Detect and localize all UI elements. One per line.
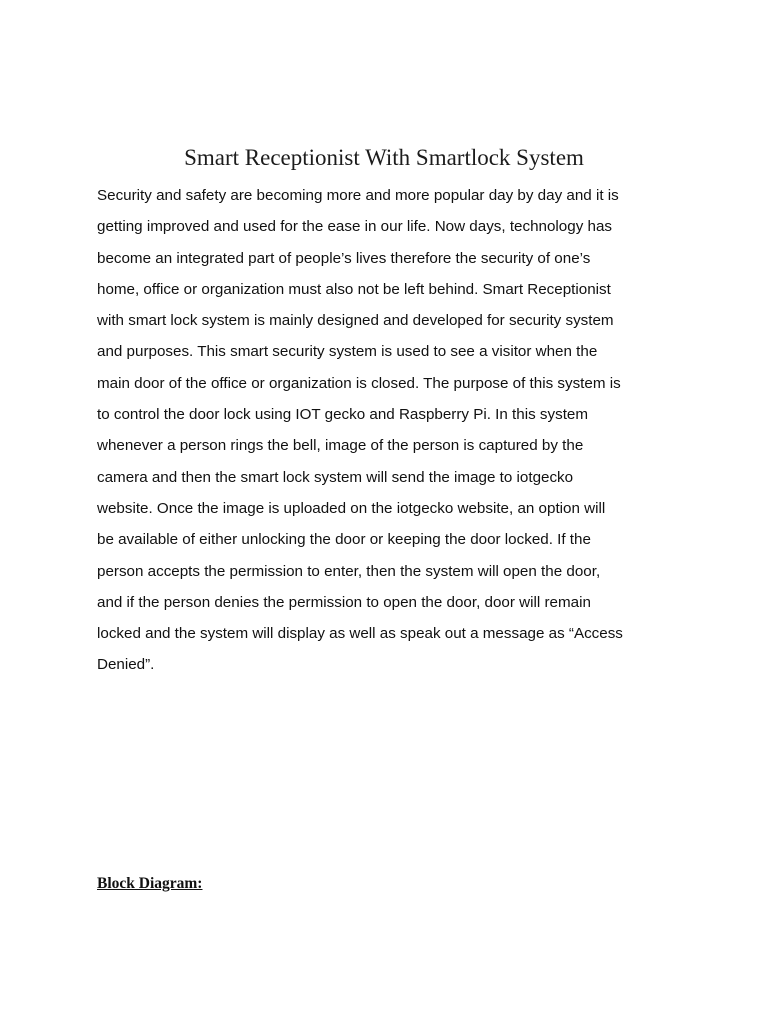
paragraph-line: be available of either unlocking the door or keeping the door locked. If the [97,531,591,549]
paragraph-line: and purposes. This smart security system is used to see a visitor when the [97,343,598,361]
paragraph-line: website. Once the image is uploaded on the iotgecko website, an option will [97,499,606,517]
paragraph-line: with smart lock system is mainly designed and developed for security system [97,312,614,330]
paragraph-line: Denied”. [97,656,155,674]
paragraph-line: getting improved and used for the ease in our life. Now days, technology has [97,218,612,236]
paragraph-line: home, office or organization must also not be left behind. Smart Receptionist [97,280,611,298]
body-paragraph [97,180,677,681]
paragraph-line: locked and the system will display as well as speak out a message as “Access [97,625,623,643]
paragraph-line: and if the person denies the permission to open the door, door will remain [97,593,591,611]
document-title: Smart Receptionist With Smartlock System [184,145,584,170]
paragraph-line: person accepts the permission to enter, then the system will open the door, [97,562,601,580]
paragraph-line: main door of the office or organization is closed. The purpose of this system is [97,374,621,392]
section-heading-block-diagram: Block Diagram: [97,875,203,892]
paragraph-line: Security and safety are becoming more and more popular day by day and it is [97,187,619,204]
paragraph-line: camera and then the smart lock system will send the image to iotgecko [97,468,574,486]
paragraph-line: to control the door lock using IOT gecko and Raspberry Pi. In this system [97,406,589,424]
paragraph-line: whenever a person rings the bell, image of the person is captured by the [97,437,584,455]
paragraph-line: become an integrated part of people’s lives therefore the security of one’s [97,249,591,267]
